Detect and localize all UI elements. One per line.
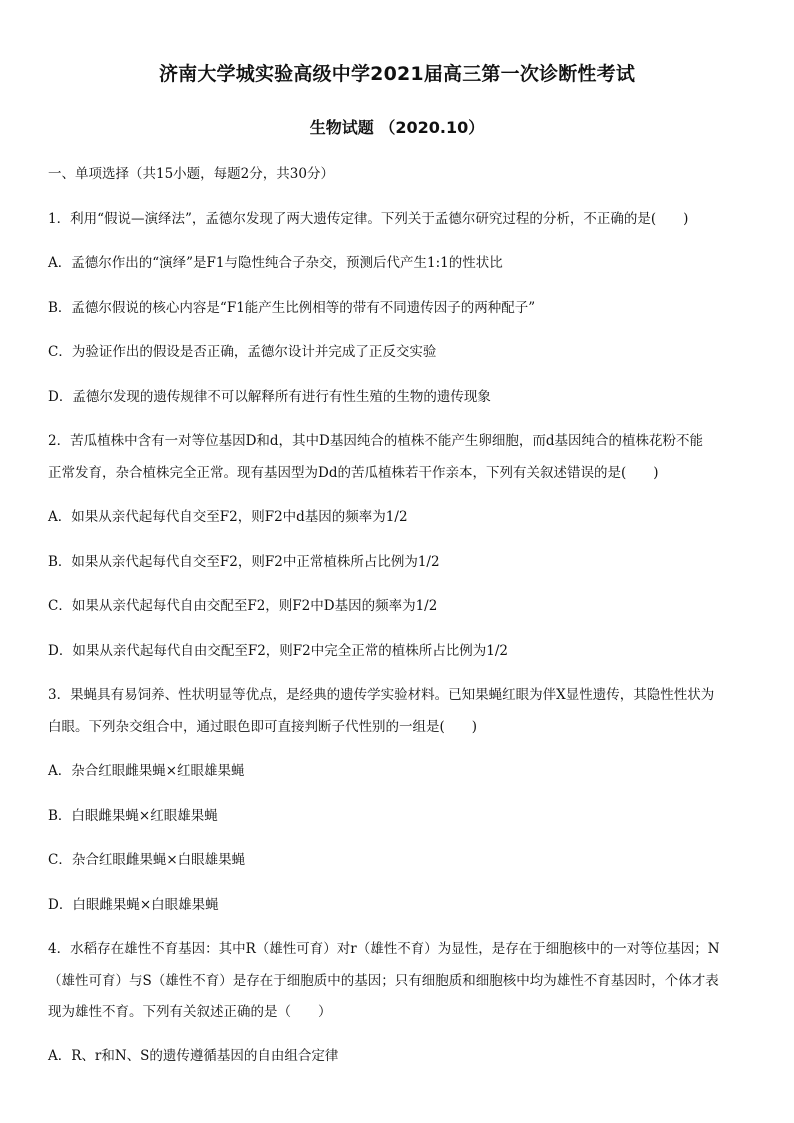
question-2-option-b: B．如果从亲代起每代自交至F2，则F2中正常植株所占比例为1/2 bbox=[48, 554, 440, 570]
question-1-stem: 1．利用“假说—演绎法”，孟德尔发现了两大遗传定律。下列关于孟德尔研究过程的分析，不正确的是( ) bbox=[48, 211, 689, 227]
question-3-stem-line-2: 白眼。下列杂交组合中，通过眼色即可直接判断子代性别的一组是( ) bbox=[48, 719, 478, 735]
question-3-stem-line-1: 3．果蝇具有易饲养、性状明显等优点，是经典的遗传学实验材料。已知果蝇红眼为伴X显性遗传，其隐性性状为 bbox=[48, 687, 715, 703]
question-4-stem-line-3: 现为雄性不育。下列有关叙述正确的是（ ） bbox=[48, 1004, 332, 1020]
section-heading: 一、单项选择（共15小题，每题2分，共30分） bbox=[48, 166, 334, 182]
question-4-option-a: A．R、r和N、S的遗传遵循基因的自由组合定律 bbox=[48, 1048, 339, 1064]
question-2-stem-line-1: 2．苦瓜植株中含有一对等位基因D和d，其中D基因纯合的植株不能产生卵细胞，而d基因纯合的植株花粉不能 bbox=[48, 433, 704, 449]
question-3-option-b: B．白眼雌果蝇×红眼雄果蝇 bbox=[48, 808, 218, 824]
exam-title: 济南大学城实验高级中学2021届高三第一次诊断性考试 bbox=[158, 63, 636, 85]
question-2-option-a: A．如果从亲代起每代自交至F2，则F2中d基因的频率为1/2 bbox=[48, 509, 408, 525]
question-1-option-d: D．孟德尔发现的遗传规律不可以解释所有进行有性生殖的生物的遗传现象 bbox=[48, 389, 491, 405]
question-3-option-d: D．白眼雌果蝇×白眼雄果蝇 bbox=[48, 897, 219, 913]
question-1-option-a: A．孟德尔作出的“演绎”是F1与隐性纯合子杂交，预测后代产生1:1的性状比 bbox=[48, 255, 503, 271]
question-2-stem-line-2: 正常发育，杂合植株完全正常。现有基因型为Dd的苦瓜植株若干作亲本，下列有关叙述错误的是( ) bbox=[48, 465, 659, 481]
exam-subtitle: 生物试题 （2020.10） bbox=[309, 118, 485, 137]
question-4-stem-line-1: 4．水稻存在雄性不育基因：其中R（雄性可育）对r（雄性不育）为显性，是存在于细胞核中的一对等位基因；N bbox=[48, 941, 720, 957]
question-4-stem-line-2: （雄性可育）与S（雄性不育）是存在于细胞质中的基因；只有细胞质和细胞核中均为雄性不育基因时，个体才表 bbox=[48, 973, 719, 989]
question-2-option-c: C．如果从亲代起每代自由交配至F2，则F2中D基因的频率为1/2 bbox=[48, 598, 438, 614]
question-2-option-d: D．如果从亲代起每代自由交配至F2，则F2中完全正常的植株所占比例为1/2 bbox=[48, 643, 508, 659]
question-3-option-c: C．杂合红眼雌果蝇×白眼雄果蝇 bbox=[48, 852, 246, 868]
question-3-option-a: A．杂合红眼雌果蝇×红眼雄果蝇 bbox=[48, 763, 245, 779]
question-1-option-b: B．孟德尔假说的核心内容是“F1能产生比例相等的带有不同遗传因子的两种配子” bbox=[48, 300, 536, 316]
question-1-option-c: C．为验证作出的假设是否正确，孟德尔设计并完成了正反交实验 bbox=[48, 344, 437, 360]
